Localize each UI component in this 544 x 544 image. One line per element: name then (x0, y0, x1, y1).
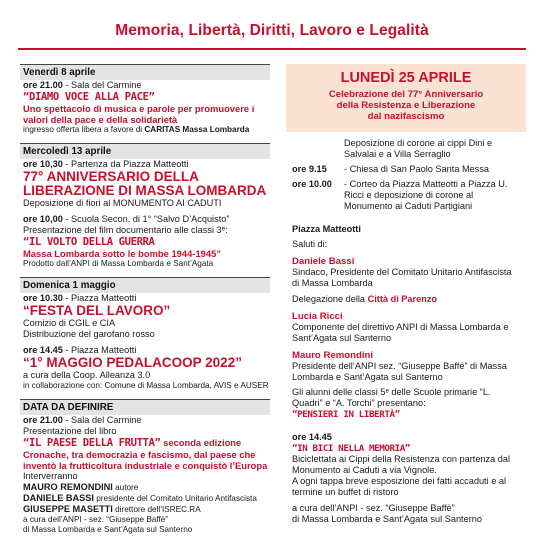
deposition-text: Deposizione di corone ai cippi Dini e Salvalai e a Villa Serraglio (344, 138, 493, 159)
speaker-name: Lucia Ricci (292, 311, 343, 322)
credit-line: di Massa Lombarda e Sant’Agata sul Santerno (23, 525, 193, 534)
april-25-program (286, 132, 526, 525)
april-25-subtitle: dal nazifascismo (367, 111, 445, 122)
speaker: MAURO REMONDINI autore (23, 482, 139, 492)
delegation-line: Delegazione della Città di Parenzo (292, 294, 438, 304)
event-title: “IL VOLTO DELLA GUERRA (23, 236, 155, 248)
speaker-role: Componente del direttivo ANPI di Massa Lombarda e Sant’Agata sul Santerno (292, 322, 509, 343)
event-subtitle: Cronache, tra democrazia e fascismo, dal paese che inventò la frutticoltura industriale e conquistò l’Europa (23, 449, 268, 471)
time-line: ore 10,00 - Scuola Secon. di 1° “Salvo D’Acquisto” (23, 214, 230, 224)
location-heading: Piazza Matteotti (292, 224, 361, 234)
event-line: Comizio di CGIL e CIA (23, 318, 116, 328)
speaker-role: Sindaco, Presidente del Comitato Unitario Antifascista di Massa Lombarda (292, 267, 512, 288)
april-25-subtitle: Celebrazione del 77° Anniversario (328, 89, 484, 100)
page-title: Memoria, Libertà, Diritti, Lavoro e Legalità (115, 22, 429, 39)
event-title: 77° ANNIVERSARIO DELLA LIBERAZIONE DI MASSA LOMBARDA (23, 169, 267, 198)
credit-line: di Massa Lombarda e Sant’Agata sul Santerno (292, 514, 482, 524)
time-line: ore 14.45 - Piazza Matteotti (23, 345, 137, 355)
event-title: “FESTA DEL LAVORO” (23, 303, 171, 318)
event-line: Interverranno (23, 471, 78, 481)
event-line: Presentazione del film documentario alle classi 3ᵉ: (23, 225, 228, 235)
schedule-row: ore 9.15 - Chiesa di San Paolo Santa Messa (292, 164, 490, 174)
event-description: Biciclettata ai Cippi della Resistenza con partenza dal Monumento ai Caduti a via Vignole. (292, 454, 511, 475)
event-line: Presentazione del libro (23, 426, 117, 436)
event-line: Deposizione di fiori al MONUMENTO AI CADUTI (23, 198, 222, 208)
event-title: “IN BICI NELLA MEMORIA” (292, 443, 411, 454)
event-subtitle: Uno spettacolo di musica e parole per promuovere i valori della pace e della solidarietà (23, 103, 255, 125)
time-line: ore 21.00 - Sala del Carmine (23, 80, 142, 90)
event-note: in collaborazione con: Comune di Massa Lombarda, AVIS e AUSER (23, 381, 269, 390)
date-header-tbd: DATA DA DEFINIRE (20, 399, 270, 415)
speaker: GIUSEPPE MASETTI direttore dell’ISREC.RA (23, 504, 201, 514)
event-note: ingresso offerta libera a favore di CARITAS Massa Lombarda (23, 125, 250, 134)
credit-line: a cura dell’ANPI - sez. “Giuseppe Baffè” (23, 515, 169, 524)
left-column (20, 64, 270, 535)
schedule-row: ore 10.00 - Corteo da Piazza Matteotti a Piazza U. Ricci e deposizione di corone al Monumento ai Caduti Partigiani (292, 179, 508, 211)
speaker-name: Mauro Remondini (292, 350, 374, 361)
date-header-8-aprile: Venerdì 8 aprile (20, 64, 270, 80)
right-column (286, 64, 526, 525)
april-25-box (286, 64, 526, 132)
time-label: ore 14.45 (292, 432, 332, 442)
students-line: Gli alunni delle classi 5ᵉ delle Scuole primarie “L. Quadri” e “A. Torchi” presentano: (292, 387, 491, 408)
event-line: a cura della Coop. Alleanza 3.0 (23, 370, 151, 380)
event-title: “1° MAGGIO PEDALACOOP 2022” (23, 355, 242, 370)
time-line: ore 10,30 - Partenza da Piazza Matteotti (23, 159, 189, 169)
credit-line: a cura dell’ANPI - sez. “Giuseppe Baffè” (292, 503, 455, 513)
event-description: A ogni tappa breve esposizione dei fatti accaduti e al termine un buffet di ristoro (292, 476, 507, 497)
april-25-subtitle: della Resistenza e Liberazione (336, 100, 476, 111)
time-line: ore 10.30 - Piazza Matteotti (23, 293, 137, 303)
title-divider (18, 48, 526, 50)
event-title: “IL PAESE DELLA FRUTTA” seconda edizione (23, 437, 242, 449)
date-header-13-aprile: Mercoledì 13 aprile (20, 143, 270, 159)
event-title: “PENSIERI IN LIBERTÀ” (292, 409, 400, 420)
greetings-label: Saluti di: (292, 239, 328, 249)
event-subtitle: Massa Lombarda sotto le bombe 1944-1945” (23, 248, 221, 259)
april-25-heading: LUNEDÌ 25 APRILE (340, 70, 472, 86)
speaker-name: Daniele Bassi (292, 256, 355, 267)
event-line: Distribuzione del garofano rosso (23, 329, 155, 339)
event-title: “DIAMO VOCE ALLA PACE” (23, 91, 155, 103)
speaker: DANIELE BASSI presidente del Comitato Unitario Antifascista (23, 493, 257, 503)
event-note: Prodotto dall’ANPI di Massa Lombarda e Sant’Agata (23, 259, 214, 268)
speaker-role: Presidente dell’ANPI sez. “Giuseppe Baffè” di Massa Lombarda e Sant’Agata sul Santerno (292, 361, 507, 382)
time-line: ore 21.00 - Sala del Carmine (23, 415, 142, 425)
date-header-1-maggio: Domenica 1 maggio (20, 277, 270, 293)
